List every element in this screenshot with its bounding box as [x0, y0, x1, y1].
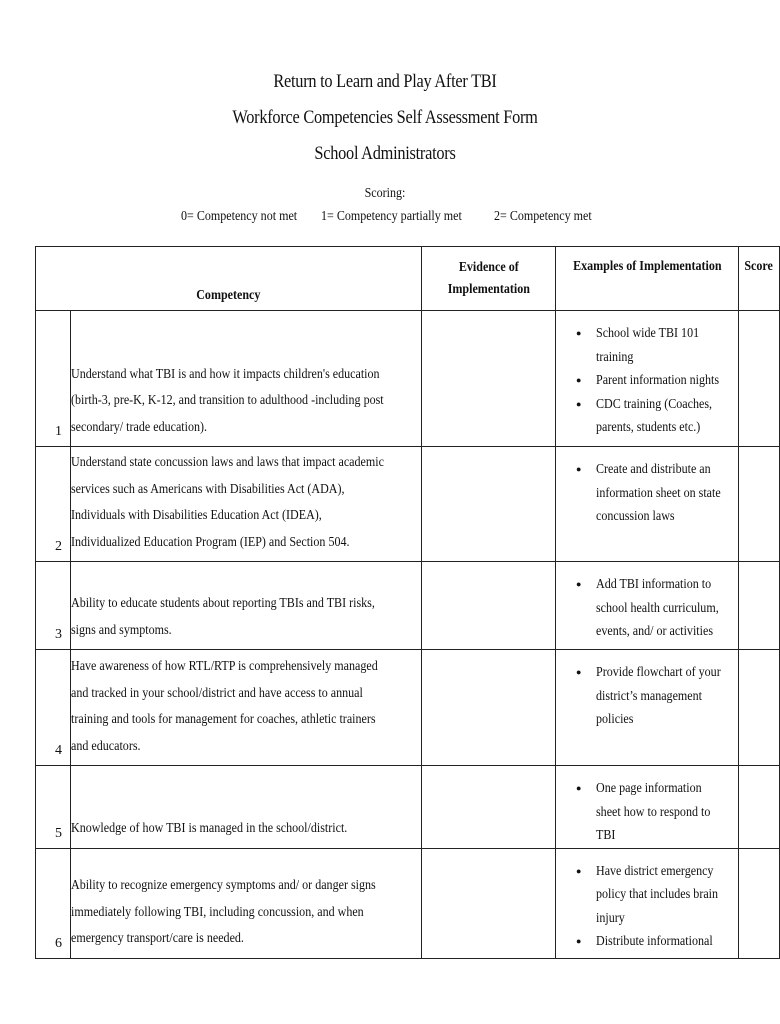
row-number: 6 — [36, 848, 71, 958]
examples-cell — [556, 447, 739, 562]
scoring-label: Scoring: — [364, 186, 406, 201]
header-competency: Competency — [36, 247, 422, 311]
competency-cell: Knowledge of how TBI is managed in the school/district. — [71, 766, 422, 849]
evidence-cell[interactable] — [422, 311, 556, 447]
table-row — [36, 447, 780, 562]
examples-cell — [556, 562, 739, 650]
competency-cell: Have awareness of how RTL/RTP is comprehensively managed and tracked in your school/district and have access to annual training and tools for management for coaches, athletic trainers and educators. — [71, 650, 422, 766]
example-item: ● Add TBI information to school health curriculum, events, and/ or activities — [556, 573, 738, 644]
table-row — [36, 650, 780, 766]
row-number: 1 — [36, 311, 71, 447]
example-item: ● CDC training (Coaches, parents, students etc.) — [556, 393, 738, 440]
competency-cell: Understand what TBI is and how it impacts children's education (birth-3, pre-K, K-12, and transition to adulthood -including post secondary/ trade education). — [71, 311, 422, 447]
score-cell[interactable] — [739, 562, 780, 650]
table-row — [36, 562, 780, 650]
example-item: ● Parent information nights — [556, 369, 738, 393]
table-row — [36, 848, 780, 958]
evidence-cell[interactable] — [422, 848, 556, 958]
example-item: ● School wide TBI 101 training — [556, 322, 738, 369]
title-line-1: Return to Learn and Play After TBI — [273, 71, 497, 92]
header-score: Score — [739, 247, 780, 311]
row-number: 4 — [36, 650, 71, 766]
score-cell[interactable] — [739, 447, 780, 562]
example-item: ● One page information sheet how to respond to TBI — [556, 777, 738, 848]
score-cell[interactable] — [739, 650, 780, 766]
evidence-cell[interactable] — [422, 562, 556, 650]
row-number: 5 — [36, 766, 71, 849]
examples-cell — [556, 650, 739, 766]
table-row — [36, 766, 780, 849]
competency-cell: Ability to educate students about reporting TBIs and TBI risks, signs and symptoms. — [71, 562, 422, 650]
example-item: ● Distribute informational — [556, 930, 738, 954]
document-title — [0, 64, 770, 172]
row-number: 2 — [36, 447, 71, 562]
evidence-cell[interactable] — [422, 650, 556, 766]
example-item: ● Create and distribute an information sheet on state concussion laws — [556, 458, 738, 529]
scale-2: 2= Competency met — [494, 209, 592, 224]
evidence-cell[interactable] — [422, 766, 556, 849]
competency-cell: Ability to recognize emergency symptoms and/ or danger signs immediately following TBI, including concussion, and when emergency transport/care is needed. — [71, 848, 422, 958]
competency-table — [35, 246, 780, 959]
examples-cell — [556, 311, 739, 447]
score-cell[interactable] — [739, 766, 780, 849]
evidence-cell[interactable] — [422, 447, 556, 562]
title-line-2: Workforce Competencies Self Assessment Form — [232, 107, 538, 128]
examples-cell — [556, 766, 739, 849]
header-evidence: Evidence of Implementation — [422, 247, 556, 311]
table-header-row — [36, 247, 780, 311]
scale-0: 0= Competency not met — [181, 209, 298, 224]
example-item: ● Provide flowchart of your district’s management policies — [556, 661, 738, 732]
title-line-3: School Administrators — [314, 143, 456, 164]
examples-cell — [556, 848, 739, 958]
score-cell[interactable] — [739, 311, 780, 447]
score-cell[interactable] — [739, 848, 780, 958]
row-number: 3 — [36, 562, 71, 650]
example-item: ● Have district emergency policy that includes brain injury — [556, 860, 738, 931]
header-examples: Examples of Implementation — [556, 247, 739, 311]
scale-1: 1= Competency partially met — [321, 209, 462, 224]
competency-cell: Understand state concussion laws and laws that impact academic services such as Americans with Disabilities Act (ADA), Individuals with Disabilities Education Act (IDEA), Individualized Education Program (IEP) and Section 504. — [71, 447, 422, 562]
table-row — [36, 311, 780, 447]
